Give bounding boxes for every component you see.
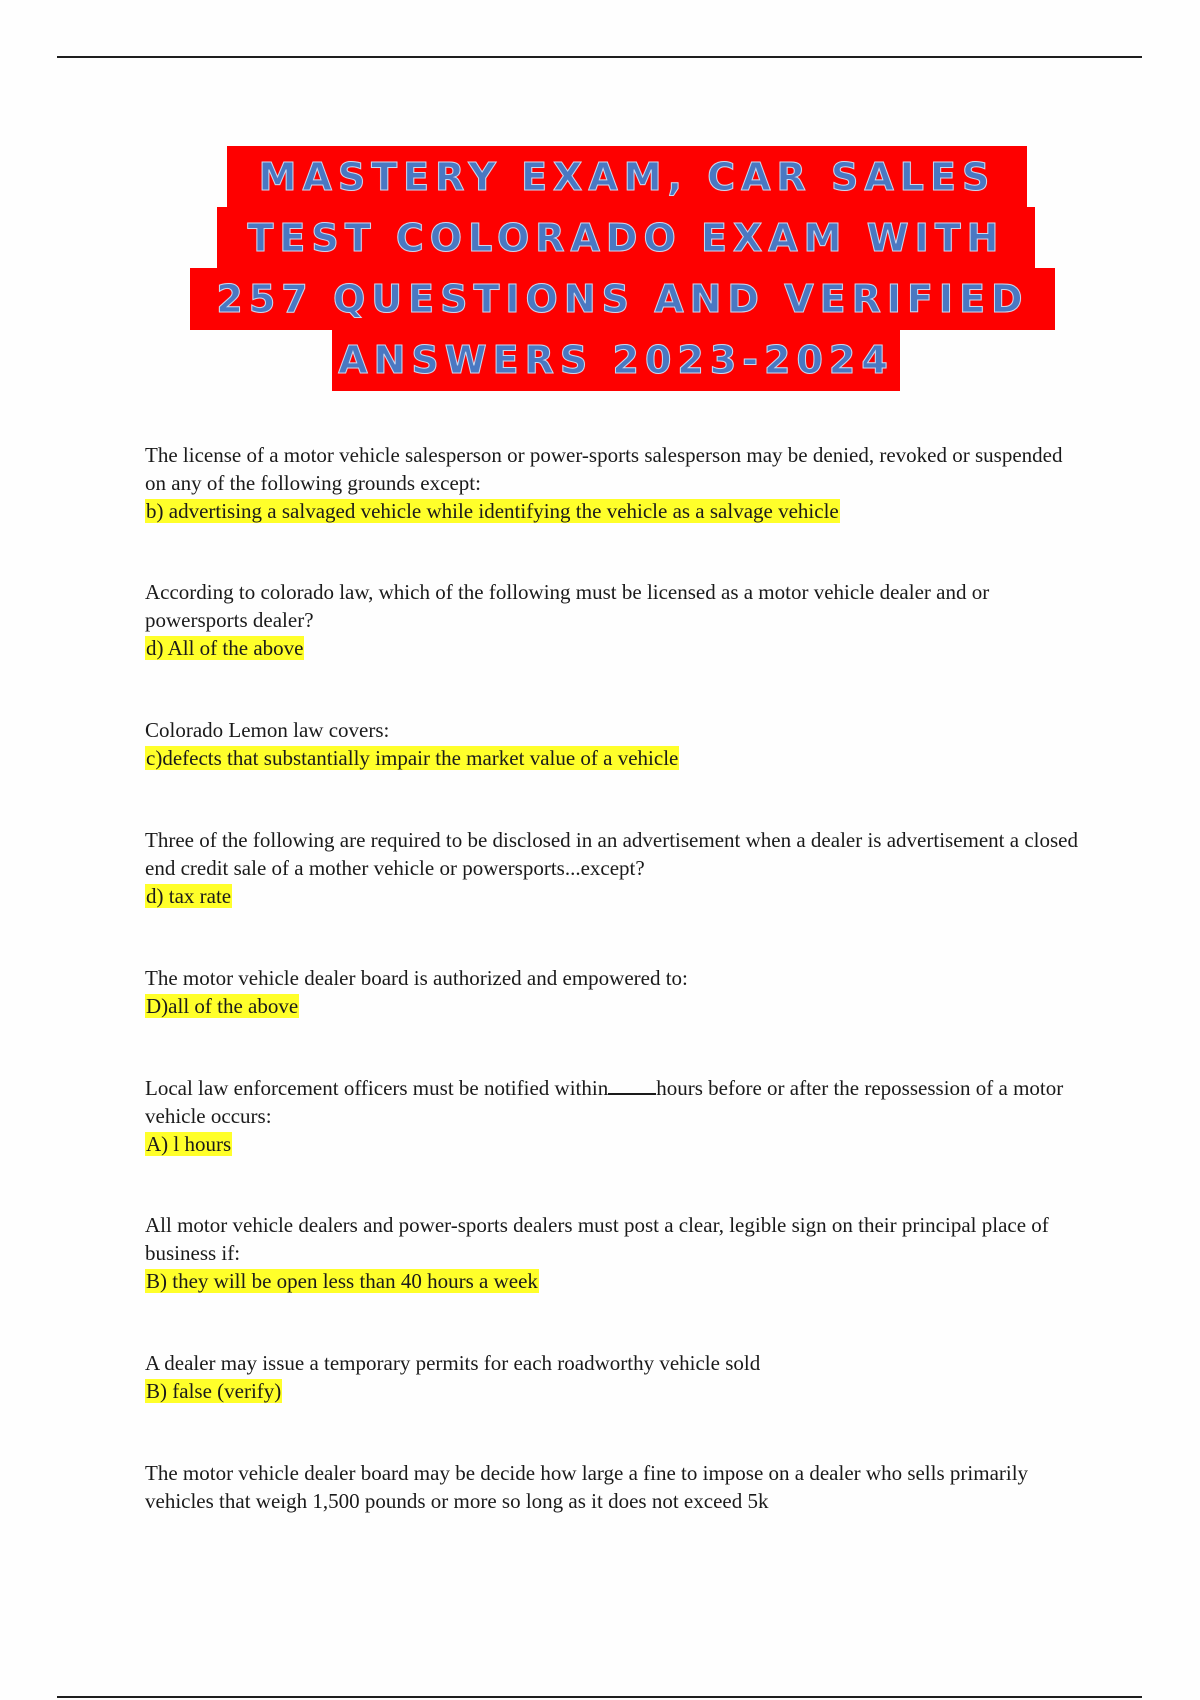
- title-line-2: TEST COLORADO EXAM WITH: [217, 207, 1035, 269]
- question-item-6: [145, 1074, 1085, 1158]
- question-text: Local law enforcement officers must be notified within hours before or after the repossession of a motor vehicle occurs:: [145, 1076, 1064, 1128]
- top-rule: [57, 56, 1142, 58]
- answer-highlight: d) All of the above: [146, 636, 304, 660]
- question-item-3: [145, 716, 1085, 772]
- question-text: The license of a motor vehicle salesperson or power-sports salesperson may be denied, revoked or suspended on any of the following grounds except:: [145, 443, 1063, 495]
- answer-highlight: b) advertising a salvaged vehicle while identifying the vehicle as a salvage vehicle: [146, 499, 839, 523]
- question-text: The motor vehicle dealer board may be decide how large a fine to impose on a dealer who sells primarily vehicles that weigh 1,500 pounds or more so long as it does not exceed 5k: [145, 1461, 1029, 1513]
- question-text: Three of the following are required to be disclosed in an advertisement when a dealer is advertisement a closed end credit sale of a mother vehicle or powersports...except?: [145, 828, 1078, 880]
- question-item-5: [145, 964, 1085, 1020]
- question-item-4: [145, 826, 1085, 910]
- answer-highlight: B) they will be open less than 40 hours a week: [146, 1269, 538, 1293]
- question-item-2: [145, 578, 1085, 662]
- bottom-rule: [57, 1696, 1142, 1698]
- question-text: All motor vehicle dealers and power-sports dealers must post a clear, legible sign on their principal place of business if:: [145, 1213, 1049, 1265]
- answer-highlight: d) tax rate: [146, 884, 232, 908]
- answer-highlight: D)all of the above: [146, 994, 299, 1018]
- fill-in-blank: [608, 1075, 656, 1095]
- answer-highlight: c)defects that substantially impair the market value of a vehicle: [146, 746, 679, 770]
- title-line-3: 257 QUESTIONS AND VERIFIED: [190, 268, 1055, 330]
- question-text: Colorado Lemon law covers:: [145, 718, 390, 742]
- title-line-4: ANSWERS 2023-2024: [332, 329, 900, 391]
- title-line-1: MASTERY EXAM, CAR SALES: [227, 146, 1027, 208]
- question-item-8: [145, 1349, 1085, 1405]
- question-text: The motor vehicle dealer board is authorized and empowered to:: [145, 966, 688, 990]
- question-text: A dealer may issue a temporary permits for each roadworthy vehicle sold: [145, 1351, 761, 1375]
- question-text: According to colorado law, which of the following must be licensed as a motor vehicle dealer and or powersports dealer?: [145, 580, 990, 632]
- question-item-9: [145, 1459, 1085, 1515]
- question-item-7: [145, 1211, 1085, 1295]
- answer-highlight: B) false (verify): [146, 1379, 282, 1403]
- question-item-1: [145, 441, 1085, 525]
- answer-highlight: A) l hours: [146, 1132, 232, 1156]
